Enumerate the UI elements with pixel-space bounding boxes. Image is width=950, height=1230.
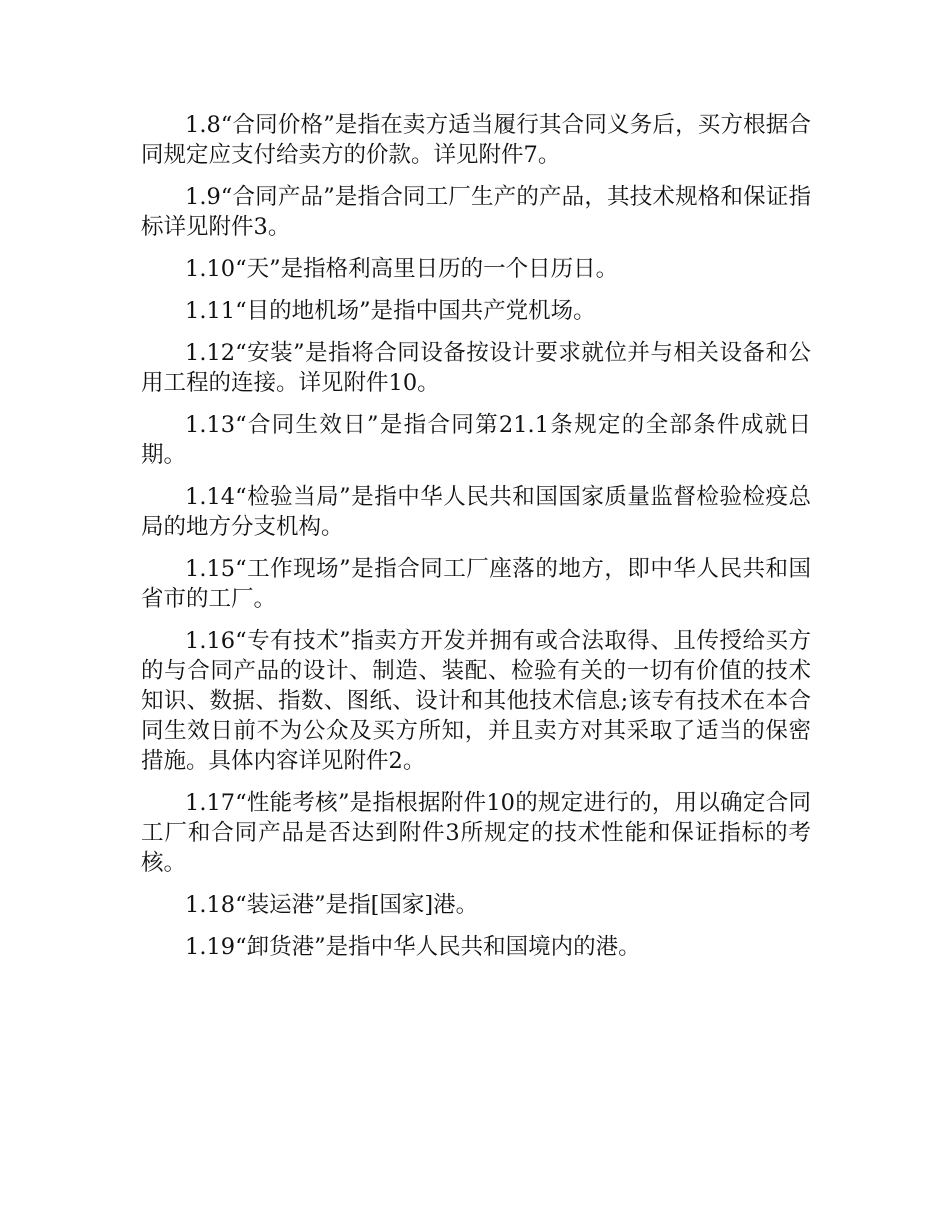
clause-1-17: 1.17“性能考核”是指根据附件10的规定进行的，用以确定合同工厂和合同产品是否达到附件3所规定的技术性能和保证指标的考核。 <box>141 790 811 876</box>
clause-1-11: 1.11“目的地机场”是指中国共产党机场。 <box>185 298 596 324</box>
clause-1-15: 1.15“工作现场”是指合同工厂座落的地方，即中华人民共和国省市的工厂。 <box>141 556 811 612</box>
clause-1-19: 1.19“卸货港”是指中华人民共和国境内的港。 <box>185 934 641 960</box>
clause-1-10: 1.10“天”是指格利高里日历的一个日历日。 <box>185 256 619 282</box>
clause-1-16: 1.16“专有技术”指卖方开发并拥有或合法取得、且传授给买方的与合同产品的设计、制造、装配、检验有关的一切有价值的技术知识、数据、指数、图纸、设计和其他技术信息;该专有技术在本合同生效日前不为公众及买方所知，并且卖方对其采取了适当的保密措施。具体内容详见附件2。 <box>141 628 811 774</box>
clause-1-18: 1.18“装运港”是指[国家]港。 <box>185 892 479 918</box>
clause-1-14: 1.14“检验当局”是指中华人民共和国国家质量监督检验检疫总局的地方分支机构。 <box>141 484 811 540</box>
clause-1-13: 1.13“合同生效日”是指合同第21.1条规定的全部条件成就日期。 <box>141 412 811 468</box>
clause-1-12: 1.12“安装”是指将合同设备按设计要求就位并与相关设备和公用工程的连接。详见附件10。 <box>141 340 811 396</box>
document-page <box>141 110 811 974</box>
clause-1-9: 1.9“合同产品”是指合同工厂生产的产品，其技术规格和保证指标详见附件3。 <box>141 184 811 240</box>
clause-1-8: 1.8“合同价格”是指在卖方适当履行其合同义务后，买方根据合同规定应支付给卖方的价款。详见附件7。 <box>141 112 811 168</box>
